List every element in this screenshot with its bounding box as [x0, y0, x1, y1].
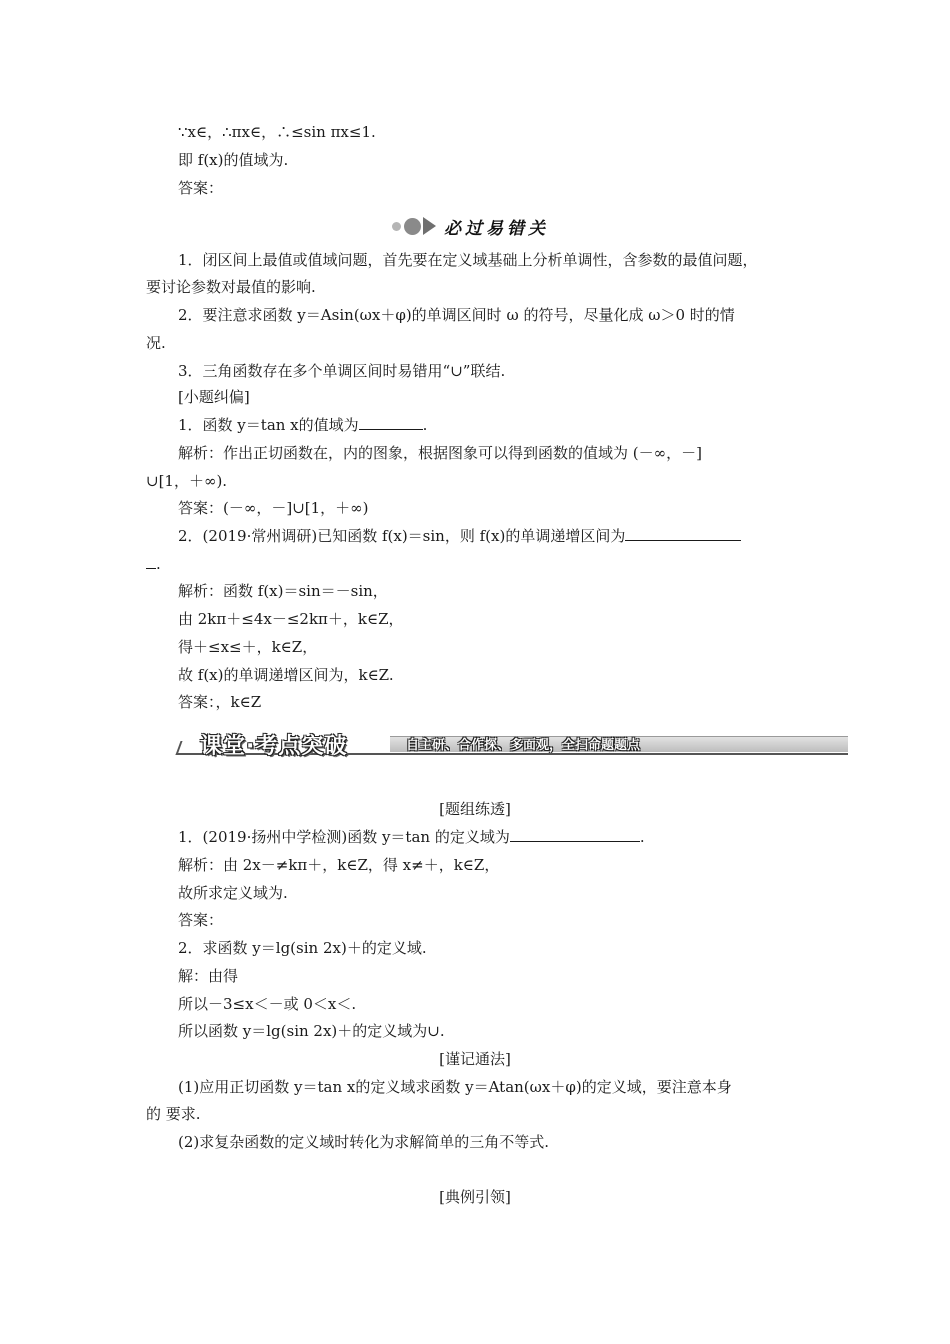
question-text: 1．函数 y＝tan x的值域为	[178, 416, 359, 434]
text-line: 即 f(x)的值域为.	[178, 151, 289, 169]
answer-line: 答案：(－∞，－]∪[1，＋∞)	[178, 499, 369, 517]
answer-line: 答案：，k∈Z	[178, 693, 262, 711]
text-line: ∵x∈，∴πx∈，∴≤sin πx≤1.	[178, 123, 376, 141]
note-line: 3．三角函数存在多个单调区间时易错用“∪”联结.	[178, 362, 506, 380]
text-line: 答案：	[178, 179, 224, 197]
solution-line: 解析：函数 f(x)＝sin＝－sin，	[178, 582, 388, 600]
dot-icon	[404, 218, 421, 235]
method-line: (1)应用正切函数 y＝tan x的定义域求函数 y＝Atan(ωx＋φ)的定义域，要注意本身	[178, 1078, 732, 1096]
question-line-cont	[146, 554, 161, 574]
question-line	[178, 526, 741, 546]
question-text: 1．(2019·扬州中学检测)函数 y＝tan 的定义域为	[178, 828, 510, 846]
note-line: 要讨论参数对最值的影响.	[146, 278, 316, 296]
answer-blank	[510, 827, 640, 842]
note-line: 况.	[146, 334, 166, 352]
note-line: 2．要注意求函数 y＝Asin(ωx＋φ)的单调区间时 ω 的符号，尽量化成 ω＞0 时的情	[178, 306, 735, 324]
question-line: 2．求函数 y＝lg(sin 2x)＋的定义域.	[178, 939, 427, 957]
solution-line: 所以－3≤x＜－或 0＜x＜.	[178, 995, 357, 1013]
banner-subtitle: 自主研、合作探、多面观，全扫命题题点	[406, 738, 641, 753]
solution-line: 解：由得	[178, 967, 239, 985]
answer-blank	[625, 526, 741, 541]
solution-line: 由 2kπ＋≤4x－≤2kπ＋，k∈Z，	[178, 610, 404, 628]
question-text: 2．(2019·常州调研)已知函数 f(x)＝sin，则 f(x)的单调递增区间为	[178, 527, 626, 545]
punct: .	[422, 416, 428, 434]
solution-line: 解析：作出正切函数在，内的图象，根据图象可以得到函数的值域为 (－∞，－]	[178, 444, 702, 462]
section-banner	[178, 733, 848, 757]
dot-icon	[392, 222, 401, 231]
subsection-heading: [小题纠偏]	[178, 388, 250, 406]
solution-line: 解析：由 2x－≠kπ＋，k∈Z，得 x≠＋，k∈Z，	[178, 856, 500, 874]
section-header-pitfalls	[392, 212, 549, 240]
answer-line: 答案：	[178, 911, 224, 929]
subsection-heading: [谨记通法]	[439, 1050, 511, 1068]
subsection-heading: [题组练透]	[439, 800, 511, 818]
solution-line: ∪[1，＋∞).	[146, 472, 228, 490]
subsection-heading: [典例引领]	[439, 1188, 511, 1206]
section-title: 必过易错关	[444, 218, 549, 239]
punct: .	[639, 828, 645, 846]
answer-blank	[359, 415, 423, 430]
question-line	[178, 415, 427, 435]
solution-line: 故所求定义域为.	[178, 884, 288, 902]
arrow-icon	[423, 217, 436, 235]
banner-title: 课堂·考点突破	[200, 734, 348, 759]
note-line: 1．闭区间上最值或值域问题，首先要在定义域基础上分析单调性，含参数的最值问题，	[178, 251, 758, 269]
answer-blank	[146, 554, 156, 569]
question-line	[178, 827, 645, 847]
solution-line: 得＋≤x≤＋，k∈Z，	[178, 638, 318, 656]
solution-line: 故 f(x)的单调递增区间为，k∈Z.	[178, 666, 394, 684]
solution-line: 所以函数 y＝lg(sin 2x)＋的定义域为∪.	[178, 1022, 445, 1040]
punct: .	[156, 555, 161, 573]
method-line: 的 要求.	[146, 1105, 201, 1123]
method-line: (2)求复杂函数的定义域时转化为求解简单的三角不等式.	[178, 1133, 550, 1151]
